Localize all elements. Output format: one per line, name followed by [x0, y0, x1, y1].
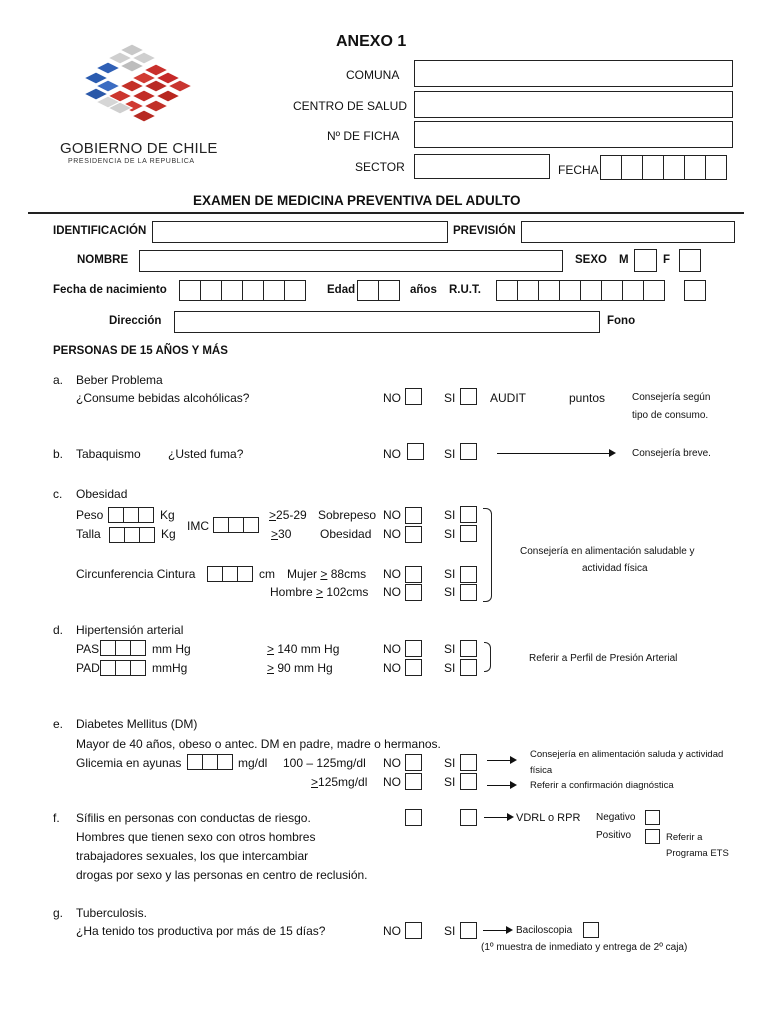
d-pas-si-checkbox[interactable] [460, 640, 477, 657]
fecha-label: FECHA [558, 163, 599, 177]
g-question: ¿Ha tenido tos productiva por más de 15 días? [76, 924, 326, 938]
baciloscopia-checkbox[interactable] [583, 922, 599, 938]
e-note-1b: física [530, 765, 553, 776]
pas-field[interactable] [100, 640, 146, 656]
e-arrow-2-icon [487, 785, 515, 786]
negativo-label: Negativo [596, 812, 636, 823]
g-note: (1º muestra de inmediato y entrega de 2º caja) [481, 942, 688, 953]
f-line-2: Hombres que tienen sexo con otros hombres [76, 830, 316, 844]
d-pad-si-checkbox[interactable] [460, 659, 477, 676]
f-line-1: Sífilis en personas con conductas de riesgo. [76, 811, 311, 825]
pad-label: PAD [76, 661, 100, 675]
a-no-label: NO [383, 391, 401, 405]
c-note-2: actividad física [582, 563, 648, 574]
nacimiento-label: Fecha de nacimiento [53, 284, 167, 296]
peso-field[interactable] [108, 507, 154, 523]
e-title: Diabetes Mellitus (DM) [76, 717, 198, 731]
e-range2-si-checkbox[interactable] [460, 773, 477, 790]
obesidad-range-value: 30 [278, 527, 292, 541]
positivo-label: Positivo [596, 830, 632, 841]
form-title: EXAMEN DE MEDICINA PREVENTIVA DEL ADULTO [193, 193, 521, 208]
c-obesidad-no-label: NO [383, 527, 401, 541]
ficha-field[interactable] [414, 121, 733, 148]
sector-field[interactable] [414, 154, 550, 179]
geq-symbol: > [320, 567, 328, 581]
glicemia-label: Glicemia en ayunas [76, 756, 182, 770]
b-note: Consejería breve. [632, 448, 711, 459]
centro-salud-label: CENTRO DE SALUD [293, 99, 408, 113]
comuna-field[interactable] [414, 60, 733, 87]
c-sobrepeso-no-checkbox[interactable] [405, 507, 422, 524]
d-title: Hipertensión arterial [76, 623, 184, 637]
e-note-2: Referir a confirmación diagnóstica [530, 780, 674, 791]
b-no-checkbox[interactable] [407, 443, 424, 460]
g-no-label: NO [383, 924, 401, 938]
f-line-4: drogas por sexo y las personas en centro de reclusión. [76, 868, 368, 882]
geq-symbol: > [316, 585, 324, 599]
negativo-checkbox[interactable] [645, 810, 660, 825]
d-pas-si-label: SI [444, 642, 456, 656]
talla-label: Talla [76, 527, 101, 541]
f-arrow-icon [484, 817, 512, 818]
d-brace [484, 642, 491, 672]
c-obesidad-si-checkbox[interactable] [460, 525, 477, 542]
e-range1-si-checkbox[interactable] [460, 754, 477, 771]
c-hombre-si-label: SI [444, 585, 456, 599]
geq-symbol: > [311, 775, 319, 789]
nombre-field[interactable] [139, 250, 563, 272]
a-note-1: Consejería según [632, 392, 711, 403]
comuna-label: COMUNA [346, 68, 400, 82]
e-note-1a: Consejería en alimentación saluda y actividad [530, 749, 724, 760]
referir-label-2: Programa ETS [666, 848, 729, 859]
sector-label: SECTOR [355, 160, 405, 174]
c-obesidad-si-label: SI [444, 527, 456, 541]
e-range2-no-label: NO [383, 775, 401, 789]
obesidad-label: Obesidad [320, 527, 372, 541]
pad-threshold-value: 90 mm Hg [277, 661, 333, 675]
vdrl-label: VDRL o RPR [516, 812, 581, 824]
glicemia-range-2-value: 125mg/dl [318, 775, 368, 789]
pas-threshold [267, 642, 339, 656]
prevision-label: PREVISIÓN [453, 225, 516, 237]
e-arrow-1-icon [487, 760, 515, 761]
cintura-label: Circunferencia Cintura [76, 567, 196, 581]
baciloscopia-label: Baciloscopia [516, 925, 573, 936]
title-divider [28, 212, 744, 214]
glicemia-unit: mg/dl [238, 756, 268, 770]
c-mujer-no-checkbox[interactable] [405, 566, 422, 583]
logo-subtext: PRESIDENCIA DE LA REPUBLICA [68, 158, 195, 165]
a-si-checkbox[interactable] [460, 388, 477, 405]
c-sobrepeso-si-label: SI [444, 508, 456, 522]
sobrepeso-range [269, 508, 307, 522]
d-pad-si-label: SI [444, 661, 456, 675]
g-letter: g. [53, 906, 64, 920]
positivo-checkbox[interactable] [645, 829, 660, 844]
sexo-label: SEXO [575, 254, 607, 266]
sobrepeso-label: Sobrepeso [318, 508, 377, 522]
sexo-f-checkbox[interactable] [679, 249, 701, 272]
d-letter: d. [53, 623, 64, 637]
pad-unit: mmHg [152, 661, 188, 675]
glicemia-range-2 [311, 775, 367, 789]
g-arrow-icon [483, 930, 511, 931]
d-pas-no-checkbox[interactable] [405, 640, 422, 657]
e-range2-no-checkbox[interactable] [405, 773, 422, 790]
hombre-label: Hombre [270, 585, 313, 599]
e-range2-si-label: SI [444, 775, 456, 789]
fono-label: Fono [607, 315, 636, 327]
c-mujer-no-label: NO [383, 567, 401, 581]
g-si-label: SI [444, 924, 456, 938]
geq-symbol: > [271, 527, 279, 541]
direccion-label: Dirección [109, 315, 162, 327]
imc-label: IMC [187, 519, 209, 533]
c-mujer-si-checkbox[interactable] [460, 566, 477, 583]
sobrepeso-range-value: 25-29 [276, 508, 307, 522]
f-letter: f. [53, 811, 60, 825]
c-sobrepeso-si-checkbox[interactable] [460, 506, 477, 523]
e-range1-no-label: NO [383, 756, 401, 770]
d-pad-no-label: NO [383, 661, 401, 675]
b-no-label: NO [383, 447, 401, 461]
mujer-row [287, 567, 366, 581]
referir-label-1: Referir a [666, 832, 703, 843]
f-line-3: trabajadores sexuales, los que intercambiar [76, 849, 309, 863]
hombre-value: 102cms [326, 585, 369, 599]
e-range1-si-label: SI [444, 756, 456, 770]
a-puntos-label: puntos [569, 391, 606, 405]
identificacion-label: IDENTIFICACIÓN [53, 225, 147, 237]
g-no-checkbox[interactable] [405, 922, 422, 939]
section-heading: PERSONAS DE 15 AÑOS Y MÁS [53, 345, 228, 357]
c-hombre-si-checkbox[interactable] [460, 584, 477, 601]
a-letter: a. [53, 373, 64, 387]
c-title: Obesidad [76, 487, 128, 501]
cintura-field[interactable] [207, 566, 253, 582]
sexo-f-label: F [663, 254, 671, 266]
a-note-2: tipo de consumo. [632, 410, 709, 421]
geq-symbol: > [267, 661, 275, 675]
c-letter: c. [53, 487, 63, 501]
mujer-label: Mujer [287, 567, 318, 581]
chile-government-logo-icon [58, 42, 208, 147]
nombre-label: NOMBRE [77, 254, 129, 266]
e-letter: e. [53, 717, 64, 731]
sexo-m-label: M [619, 254, 629, 266]
page-title: ANEXO 1 [336, 33, 407, 50]
b-si-checkbox[interactable] [460, 443, 477, 460]
d-note: Referir a Perfil de Presión Arterial [529, 653, 678, 664]
g-title: Tuberculosis. [76, 906, 147, 920]
e-line-1: Mayor de 40 años, obeso o antec. DM en padre, madre o hermanos. [76, 737, 441, 751]
c-hombre-no-checkbox[interactable] [405, 584, 422, 601]
glicemia-field[interactable] [187, 754, 233, 770]
imc-field[interactable] [213, 517, 259, 533]
a-si-label: SI [444, 391, 456, 405]
c-mujer-si-label: SI [444, 567, 456, 581]
pad-field[interactable] [100, 660, 146, 676]
prevision-field[interactable] [521, 221, 735, 243]
c-sobrepeso-no-label: NO [383, 508, 401, 522]
d-pad-no-checkbox[interactable] [405, 659, 422, 676]
g-si-checkbox[interactable] [460, 922, 477, 939]
pas-label: PAS [76, 642, 100, 656]
talla-field[interactable] [109, 527, 155, 543]
rut-label: R.U.T. [449, 284, 481, 296]
nacimiento-field[interactable] [179, 280, 306, 301]
edad-field[interactable] [357, 280, 400, 301]
pas-unit: mm Hg [152, 642, 191, 656]
hombre-row [270, 585, 368, 599]
pad-threshold [267, 661, 333, 675]
logo [58, 42, 218, 170]
sexo-m-checkbox[interactable] [634, 249, 657, 272]
a-title: Beber Problema [76, 373, 163, 387]
ficha-label: Nº DE FICHA [327, 129, 400, 143]
b-letter: b. [53, 447, 64, 461]
f-si-checkbox[interactable] [460, 809, 477, 826]
a-audit-label: AUDIT [490, 391, 526, 405]
glicemia-range-1: 100 – 125mg/dl [283, 756, 366, 770]
rut-dv-field[interactable] [684, 280, 706, 301]
logo-text: GOBIERNO DE CHILE [60, 140, 218, 157]
peso-label: Peso [76, 508, 104, 522]
b-title: Tabaquismo [76, 447, 141, 461]
c-hombre-no-label: NO [383, 585, 401, 599]
centro-salud-field[interactable] [414, 91, 733, 118]
c-note-1: Consejería en alimentación saludable y [520, 546, 695, 557]
c-obesidad-no-checkbox[interactable] [405, 526, 422, 543]
rut-field[interactable] [496, 280, 665, 301]
fecha-field[interactable] [600, 155, 727, 180]
edad-label: Edad [327, 284, 356, 296]
geq-symbol: > [269, 508, 277, 522]
e-range1-no-checkbox[interactable] [405, 754, 422, 771]
cintura-cm-label: cm [259, 567, 275, 581]
anos-label: años [410, 284, 437, 296]
mujer-value: 88cms [330, 567, 367, 581]
b-si-label: SI [444, 447, 456, 461]
direccion-field[interactable] [174, 311, 600, 333]
f-no-checkbox[interactable] [405, 809, 422, 826]
geq-symbol: > [267, 642, 275, 656]
pas-threshold-value: 140 mm Hg [277, 642, 340, 656]
peso-kg-label: Kg [160, 508, 175, 522]
talla-kg-label: Kg [161, 527, 176, 541]
b-arrow-icon [497, 453, 614, 454]
c-brace [483, 508, 492, 602]
a-question: ¿Consume bebidas alcohólicas? [76, 391, 250, 405]
a-no-checkbox[interactable] [405, 388, 422, 405]
obesidad-range [271, 527, 291, 541]
d-pas-no-label: NO [383, 642, 401, 656]
identificacion-field[interactable] [152, 221, 448, 243]
b-question: ¿Usted fuma? [168, 447, 244, 461]
